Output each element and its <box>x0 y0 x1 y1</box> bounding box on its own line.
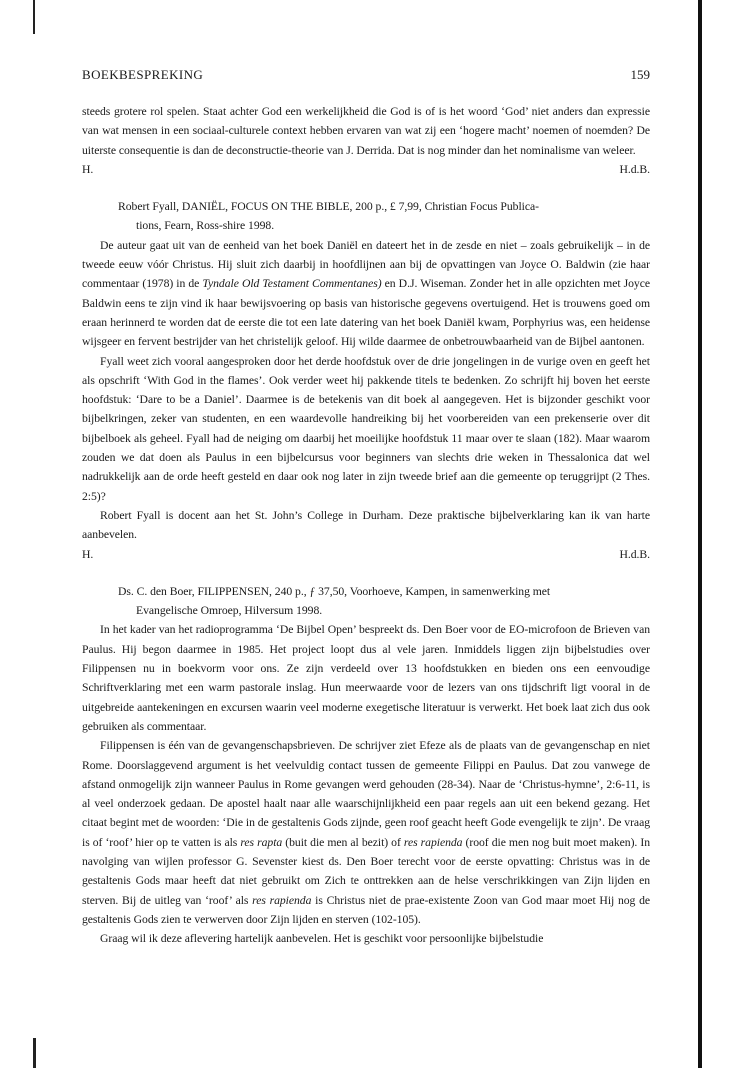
review1-signature <box>82 545 650 564</box>
review2-paragraph-2 <box>82 736 650 929</box>
review2-p2-text-c: (roof die men nog buit moet maken). In navolging van wijlen professor G. Sevenster kiest ds. Den Boer terecht voor de eerste opvatting: Christus was in de gestaltenis Gods maar heeft dat niet gebruikt om Zich te onttrekken aan de helse verschrikkingen van Zijn lijden en sterven. Bij de uitleg van ‘roof’ als <box>82 835 651 907</box>
page-number: 159 <box>630 67 650 82</box>
signature-right: H.d.B. <box>619 547 650 561</box>
scan-edge-left <box>33 0 35 34</box>
review1-p1-italic: Tyndale Old Testament Commentanes) <box>202 277 382 291</box>
review2-ref-line1: Ds. C. den Boer, FILIPPENSEN, 240 p., ƒ 37,50, Voorhoeve, Kampen, in samenwerking met <box>118 584 551 598</box>
running-head-title: BOEKBESPREKING <box>82 67 204 82</box>
review1-paragraph-2: Fyall weet zich vooral aangesproken door het derde hoofdstuk over de drie jongelingen in de vurige oven en geeft het als opschrift ‘With God in the flames’. Ook verder weet hij pakkende titels te bedenken. Zo schrijft hij boven het eerste hoofdstuk: ‘Dare to be a Daniel’. Daarmee is de betekenis van dit boek al aangegeven. Het is bijzonder geschikt voor bijbelkringen, zeker van studenten, en een waardevolle handreiking bij het voorbereiden van een prekenserie over dit bijbelboek als geheel. Fyall had de neiging om daarbij het moeilijke hoofdstuk 11 maar over te slaan (182). Maar waarom zouden we dat doen als Paulus in een bijbelcursus voor beginners van slechts drie weken in Thessalonica dat wel nadrukkelijk aan de orde heeft gesteld en daar ook nog later in zijn tweede brief aan die gemeente op teruggrijpt (2 Thes. 2:5)? <box>82 354 650 503</box>
review2-paragraph-3: Graag wil ik deze aflevering hartelijk aanbevelen. Het is geschikt voor persoonlijke bijbelstudie <box>100 932 544 946</box>
review1-reference <box>118 197 650 236</box>
review2-p2-italic-1: res rapta <box>240 835 283 849</box>
review1-paragraph-3: Robert Fyall is docent aan het St. John’s College in Durham. Deze praktische bijbelverklaring kan ik van harte aanbevelen. <box>82 508 650 542</box>
signature-left: H. <box>82 547 94 561</box>
review1-ref-line1: Robert Fyall, DANIËL, FOCUS ON THE BIBLE, 200 p., £ 7,99, Christian Focus Publica- <box>118 200 539 214</box>
review1-ref-line2: tions, Fearn, Ross-shire 1998. <box>136 219 275 233</box>
page-body <box>82 64 650 948</box>
review2-ref-line2: Evangelische Omroep, Hilversum 1998. <box>136 604 323 618</box>
review1-paragraph-1 <box>82 236 650 352</box>
scan-edge-right <box>698 0 702 1068</box>
review2-p2-italic-2: res rapienda <box>403 835 463 849</box>
scan-edge-bottom <box>33 1038 36 1068</box>
review1-p1-text-a: De auteur gaat uit van de eenheid van het boek Daniël en dateert het in de zesde en niet – zoals gebruikelijk – in de tweede eeuw vóór Christus. Hij sluit zich daarbij in hoofdlijnen aan bij de opvattingen van Joyce O. Baldwin (zie haar commentaar (1978) in de <box>82 238 650 291</box>
review2-p2-text-b: (buit die men al bezit) of <box>282 835 404 849</box>
review1-p1-text-b: en D.J. Wiseman. Zonder het in alle opzichten met Joyce Baldwin eens te zijn vind ik haar bewijsvoering op basis van historische gegevens overtuigend. Het is trouwens goed om eraan herinnerd te worden dat de eerste die tot een late datering van het boek Daniël kwam, Porphyrius was, een heidense wijsgeer en fervent bestrijder van het christelijk geloof. Hij wilde daarmee de onbetrouwbaarheid van de Bijbel aantonen. <box>82 277 651 349</box>
review2-p2-italic-3: res rapienda <box>252 893 312 907</box>
review2-p2-text-d: is Christus niet de prae-existente Zoon van God maar moet Hij nog de gestaltenis Gods zien te verwerven door Zijn lijden en sterven (102-105). <box>82 893 651 926</box>
intro-paragraph: steeds grotere rol spelen. Staat achter God een werkelijkheid die God is of is het woord ‘God’ niet anders dan expressie van wat mensen in een sociaal-culturele context hebben ervaren van wat zij een ‘hogere macht’ noemen of noemden? De uiterste consequentie is dan de deconstructie-theorie van J. Derrida. Dat is nog minder dan het nominalisme van weleer. <box>82 105 650 157</box>
signature-right: H.d.B. <box>619 162 650 176</box>
review2-p2-text-a: Filippensen is één van de gevangenschapsbrieven. De schrijver ziet Efeze als de plaats van de gevangenschap en niet Rome. Doorslaggevend argument is het veelvuldig contact tussen de gemeente Filippi en Paulus. Dat zou vanwege de afstand onmogelijk zijn wanneer Paulus in Rome gevangen werd gehouden (28-34). Naar de ‘Christus-hymne’, 2:6-11, is al veel onderzoek gedaan. De apostel haalt naar alle waarschijnlijkheid een paar regels aan uit een bekend gezang. Het citaat begint met de woorden: ‘Die in de gestaltenis Gods zijnde, geen roof geacht heeft Gode evengelijk te zijn’. De vraag is of ‘roof’ hier op te vatten is als <box>82 739 650 849</box>
running-head <box>82 64 650 86</box>
review2-reference <box>118 582 650 621</box>
intro-signature <box>82 160 650 179</box>
review2-paragraph-1: In het kader van het radioprogramma ‘De Bijbel Open’ bespreekt ds. Den Boer voor de EO-microfoon de Brieven van Paulus. Hij begon daarmee in 1985. Het project loopt dus al vele jaren. Inmiddels liggen zijn bijbelstudies over Filippensen nu in boekvorm voor ons. Ze zijn verdeeld over 13 hoofdstukken en bieden ons een eenvoudige Schriftverklaring met een warm pastorale inslag. Hun meerwaarde voor de lezers van ons tijdschrift ligt vooral in de uitgebreide aantekeningen en excursen waarin veel moderne exegetische literatuur is verwerkt. Het boek laat zich dus ook gebruiken als commentaar. <box>82 623 650 733</box>
signature-left: H. <box>82 162 94 176</box>
